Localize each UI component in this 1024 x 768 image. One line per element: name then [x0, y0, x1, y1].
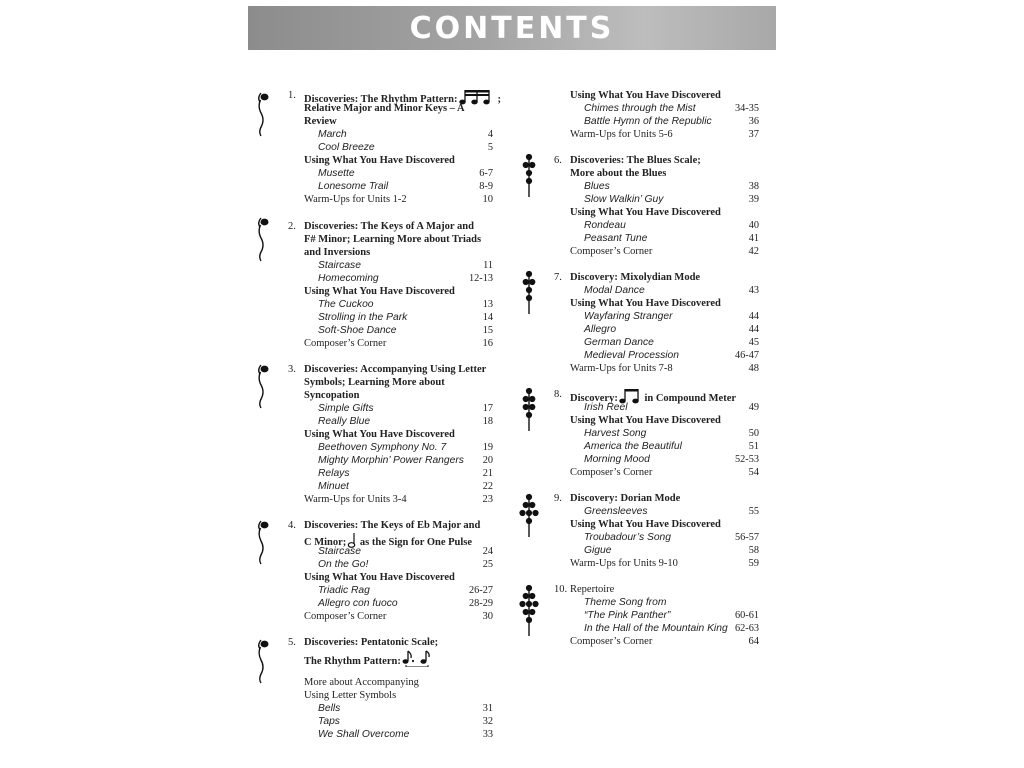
entry-title: Discoveries: The Blues Scale;: [570, 155, 701, 166]
page-number: 21: [482, 468, 493, 479]
unit-number: 8.: [554, 389, 562, 400]
toc-entry[interactable]: [534, 505, 774, 518]
toc-heading[interactable]: [534, 271, 774, 284]
toc-plain-entry[interactable]: [268, 193, 508, 206]
entry-title: Greensleeves: [584, 506, 648, 517]
page-number: 51: [748, 441, 759, 452]
unit-number: 1.: [288, 90, 296, 101]
page-number: 55: [748, 506, 759, 517]
entry-title: We Shall Overcome: [318, 729, 410, 740]
page-number: 19: [482, 442, 493, 453]
entry-title: Slow Walkin’ Guy: [584, 194, 664, 205]
entry-title: Beethoven Symphony No. 7: [318, 442, 447, 453]
page-number: 31: [482, 703, 493, 714]
entry-title: Discovery: in Compound Meter: [570, 388, 736, 405]
page-number: 39: [748, 194, 759, 205]
entry-title: On the Go!: [318, 559, 369, 570]
toc-heading[interactable]: [534, 492, 774, 505]
entry-title: The Rhythm Pattern:: [304, 649, 433, 668]
page-number: 54: [748, 467, 759, 478]
toc-entry[interactable]: [534, 622, 774, 635]
page-number: 48: [748, 363, 759, 374]
page-number: 25: [482, 559, 493, 570]
page-number: 49: [748, 402, 759, 413]
toc-heading[interactable]: [268, 220, 508, 233]
toc-heading[interactable]: [268, 102, 508, 115]
page-number: 59: [748, 558, 759, 569]
entry-title: Discoveries: The Keys of Eb Major and: [304, 520, 481, 531]
page-number: 10: [482, 194, 493, 205]
entry-title: Warm-Ups for Units 3-4: [304, 494, 407, 505]
unit-number: 3.: [288, 364, 296, 375]
page-number: 6-7: [479, 168, 493, 179]
entry-title: More about Accompanying: [304, 677, 419, 688]
toc-entry[interactable]: [268, 259, 508, 272]
toc-entry[interactable]: [268, 128, 508, 141]
page-number: 43: [748, 285, 759, 296]
entry-title: Using What You Have Discovered: [570, 207, 721, 218]
entry-title: Symbols; Learning More about: [304, 377, 445, 388]
entry-title: Staircase: [318, 260, 361, 271]
page-number: 15: [482, 325, 493, 336]
toc-entry[interactable]: [534, 453, 774, 466]
entry-title: Warm-Ups for Units 5-6: [570, 129, 673, 140]
entry-title: Relays: [318, 468, 350, 479]
page-title: CONTENTS: [409, 10, 615, 46]
toc-heading[interactable]: [268, 649, 508, 667]
entry-title: Discovery: Mixolydian Mode: [570, 272, 701, 283]
toc-plain-entry[interactable]: [534, 466, 774, 479]
toc-entry[interactable]: [534, 232, 774, 245]
toc-plain-entry[interactable]: [268, 610, 508, 623]
entry-title: Medieval Procession: [584, 350, 680, 361]
toc-entry[interactable]: [534, 544, 774, 557]
toc-entry[interactable]: [268, 415, 508, 428]
toc-heading[interactable]: [268, 246, 508, 259]
toc-plain-entry[interactable]: [534, 557, 774, 570]
page-number: 56-57: [734, 532, 759, 543]
entry-title: More about the Blues: [570, 168, 667, 179]
entry-title: Harvest Song: [584, 428, 647, 439]
entry-title: Blues: [584, 181, 610, 192]
entry-title: German Dance: [584, 337, 654, 348]
toc-plain-entry[interactable]: [268, 676, 508, 689]
entry-title: Using What You Have Discovered: [304, 286, 455, 297]
toc-entry[interactable]: [534, 440, 774, 453]
page-number: 44: [748, 324, 759, 335]
page-number: 12-13: [468, 273, 493, 284]
entry-title: Morning Mood: [584, 454, 650, 465]
page-number: 40: [748, 220, 759, 231]
entry-title: Discoveries: Pentatonic Scale;: [304, 637, 439, 648]
entry-title: Using What You Have Discovered: [570, 298, 721, 309]
toc-heading[interactable]: [534, 167, 774, 180]
entry-title: Homecoming: [318, 273, 379, 284]
page-number: 42: [748, 246, 759, 257]
unit-number: 2.: [288, 221, 296, 232]
toc-entry[interactable]: [268, 545, 508, 558]
unit-number: 10.: [554, 584, 568, 595]
entry-title: Composer’s Corner: [570, 467, 653, 478]
page-number: 34-35: [734, 103, 759, 114]
toc-heading[interactable]: [534, 297, 774, 310]
entry-title: Using What You Have Discovered: [570, 415, 721, 426]
page-number: 18: [482, 416, 493, 427]
toc-heading[interactable]: [534, 388, 774, 404]
toc-entry[interactable]: [268, 311, 508, 324]
toc-entry[interactable]: [268, 467, 508, 480]
page-number: 17: [482, 403, 493, 414]
entry-title: Using What You Have Discovered: [304, 429, 455, 440]
toc-entry[interactable]: [268, 298, 508, 311]
entry-title: Discoveries: The Rhythm Pattern: ;: [304, 89, 501, 106]
entry-title: Discoveries: The Keys of A Major and: [304, 221, 474, 232]
entry-title: Peasant Tune: [584, 233, 648, 244]
toc-heading[interactable]: [534, 518, 774, 531]
page-number: 5: [487, 142, 493, 153]
toc-entry[interactable]: [534, 219, 774, 232]
toc-heading[interactable]: [268, 532, 508, 548]
entry-title: Soft-Shoe Dance: [318, 325, 397, 336]
entry-title: C Minor; as the Sign for One Pulse: [304, 537, 473, 548]
toc-plain-entry[interactable]: [268, 689, 508, 702]
toc-entry[interactable]: [534, 349, 774, 362]
toc-heading[interactable]: [268, 389, 508, 402]
entry-title: Musette: [318, 168, 355, 179]
page-number: 45: [748, 337, 759, 348]
page-number: 38: [748, 181, 759, 192]
toc-heading[interactable]: [268, 363, 508, 376]
page-number: 14: [482, 312, 493, 323]
entry-title: Using What You Have Discovered: [304, 155, 455, 166]
page-number: 28-29: [468, 598, 493, 609]
entry-title: Bells: [318, 703, 341, 714]
entry-title: Discovery: Dorian Mode: [570, 493, 681, 504]
toc-heading[interactable]: [268, 571, 508, 584]
page-number: 13: [482, 299, 493, 310]
toc-plain-entry[interactable]: [534, 635, 774, 648]
entry-title: Wayfaring Stranger: [584, 311, 673, 322]
toc-entry[interactable]: [534, 596, 774, 609]
entry-title: Taps: [318, 716, 340, 727]
entry-title: and Inversions: [304, 247, 371, 258]
entry-title: Using What You Have Discovered: [304, 572, 455, 583]
entry-title: The Cuckoo: [318, 299, 374, 310]
toc-plain-entry[interactable]: [268, 337, 508, 350]
page-number: 33: [482, 729, 493, 740]
entry-title: Warm-Ups for Units 7-8: [570, 363, 673, 374]
toc-heading[interactable]: [268, 89, 508, 105]
toc-heading[interactable]: [268, 636, 508, 649]
entry-title: Warm-Ups for Units 1-2: [304, 194, 407, 205]
entry-title: Battle Hymn of the Republic: [584, 116, 712, 127]
unit-number: 4.: [288, 520, 296, 531]
page-number: 62-63: [734, 623, 759, 634]
entry-title: March: [318, 129, 347, 140]
toc-heading[interactable]: [268, 519, 508, 532]
entry-title: Allegro: [584, 324, 617, 335]
entry-title: Gigue: [584, 545, 612, 556]
page-number: 36: [748, 116, 759, 127]
page-number: 22: [482, 481, 493, 492]
toc-entry[interactable]: [268, 454, 508, 467]
toc-entry[interactable]: [268, 324, 508, 337]
entry-title: Review: [304, 116, 337, 127]
page-number: 30: [482, 611, 493, 622]
page-number: 50: [748, 428, 759, 439]
toc-entry[interactable]: [534, 609, 774, 622]
toc-entry[interactable]: [534, 310, 774, 323]
unit-number: 7.: [554, 272, 562, 283]
toc-entry[interactable]: [268, 480, 508, 493]
toc-heading[interactable]: [268, 428, 508, 441]
entry-title: Staircase: [318, 546, 361, 557]
entry-title: Using What You Have Discovered: [570, 90, 721, 101]
page-number: 8-9: [479, 181, 493, 192]
page-number: 24: [482, 546, 493, 557]
entry-title: Allegro con fuoco: [318, 598, 398, 609]
page-number: 11: [483, 260, 493, 271]
toc-heading[interactable]: [268, 154, 508, 167]
entry-title: “The Pink Panther”: [584, 610, 671, 621]
entry-title: Composer’s Corner: [570, 636, 653, 647]
page-number: 23: [482, 494, 493, 505]
toc-heading[interactable]: [534, 206, 774, 219]
entry-title: Theme Song from: [584, 597, 667, 608]
toc-entry[interactable]: [534, 336, 774, 349]
page-number: 20: [482, 455, 493, 466]
toc-entry[interactable]: [534, 284, 774, 297]
entry-title: Modal Dance: [584, 285, 645, 296]
rhythm-notation-icon: [401, 656, 433, 667]
toc-plain-entry[interactable]: [534, 583, 774, 596]
entry-title: America the Beautiful: [584, 441, 682, 452]
toc-entry[interactable]: [268, 702, 508, 715]
page-number: 26-27: [468, 585, 493, 596]
toc-entry[interactable]: [534, 102, 774, 115]
toc-entry[interactable]: [268, 597, 508, 610]
toc-entry[interactable]: [268, 141, 508, 154]
entry-title: Rondeau: [584, 220, 626, 231]
page-number: 41: [748, 233, 759, 244]
toc-entry[interactable]: [534, 193, 774, 206]
toc-heading[interactable]: [268, 233, 508, 246]
page-number: 32: [482, 716, 493, 727]
toc-plain-entry[interactable]: [534, 245, 774, 258]
entry-title: Cool Breeze: [318, 142, 375, 153]
toc-heading[interactable]: [268, 376, 508, 389]
entry-title: Really Blue: [318, 416, 371, 427]
toc-plain-entry[interactable]: [534, 128, 774, 141]
toc-heading[interactable]: [534, 414, 774, 427]
page-number: 16: [482, 338, 493, 349]
page-number: 52-53: [734, 454, 759, 465]
toc-entry[interactable]: [268, 180, 508, 193]
entry-title: Composer’s Corner: [304, 611, 387, 622]
page-number: 58: [748, 545, 759, 556]
page-number: 37: [748, 129, 759, 140]
entry-title: Repertoire: [570, 584, 615, 595]
toc-entry[interactable]: [534, 401, 774, 414]
toc-entry[interactable]: [534, 531, 774, 544]
page-number: 4: [487, 129, 493, 140]
toc-plain-entry[interactable]: [534, 362, 774, 375]
entry-title: Using Letter Symbols: [304, 690, 397, 701]
toc-heading[interactable]: [534, 154, 774, 167]
toc-entry[interactable]: [268, 272, 508, 285]
entry-title: Warm-Ups for Units 9-10: [570, 558, 678, 569]
toc-entry[interactable]: [534, 323, 774, 336]
toc-entry[interactable]: [268, 402, 508, 415]
toc-entry[interactable]: [534, 427, 774, 440]
entry-title: Strolling in the Park: [318, 312, 408, 323]
toc-entry[interactable]: [534, 115, 774, 128]
page-number: 44: [748, 311, 759, 322]
entry-title: Chimes through the Mist: [584, 103, 696, 114]
toc-entry[interactable]: [268, 441, 508, 454]
entry-title: Composer’s Corner: [304, 338, 387, 349]
toc-plain-entry[interactable]: [268, 493, 508, 506]
page-number: 60-61: [734, 610, 759, 621]
entry-title: In the Hall of the Mountain King: [584, 623, 728, 634]
entry-title: Using What You Have Discovered: [570, 519, 721, 530]
toc-entry[interactable]: [268, 728, 508, 741]
entry-title: Troubadour’s Song: [584, 532, 672, 543]
toc-heading[interactable]: [268, 115, 508, 128]
toc-entry[interactable]: [534, 180, 774, 193]
entry-title: Minuet: [318, 481, 349, 492]
entry-title: Relative Major and Minor Keys – A: [304, 103, 465, 114]
contents-banner: [248, 6, 776, 50]
toc-entry[interactable]: [268, 715, 508, 728]
entry-title: Irish Reel: [584, 402, 628, 413]
entry-title: F# Minor; Learning More about Triads: [304, 234, 482, 245]
entry-title: Triadic Rag: [318, 585, 370, 596]
page-number: 46-47: [734, 350, 759, 361]
unit-number: 9.: [554, 493, 562, 504]
toc-entry[interactable]: [268, 167, 508, 180]
toc-entry[interactable]: [268, 558, 508, 571]
unit-number: 5.: [288, 637, 296, 648]
toc-entry[interactable]: [268, 584, 508, 597]
entry-title: Discoveries: Accompanying Using Letter: [304, 364, 487, 375]
unit-number: 6.: [554, 155, 562, 166]
entry-title: Mighty Morphin’ Power Rangers: [318, 455, 464, 466]
toc-heading[interactable]: [534, 89, 774, 102]
toc-heading[interactable]: [268, 285, 508, 298]
entry-title: Lonesome Trail: [318, 181, 389, 192]
entry-title: Syncopation: [304, 390, 360, 401]
page-number: 64: [748, 636, 759, 647]
entry-title: Composer’s Corner: [570, 246, 653, 257]
entry-title: Simple Gifts: [318, 403, 374, 414]
